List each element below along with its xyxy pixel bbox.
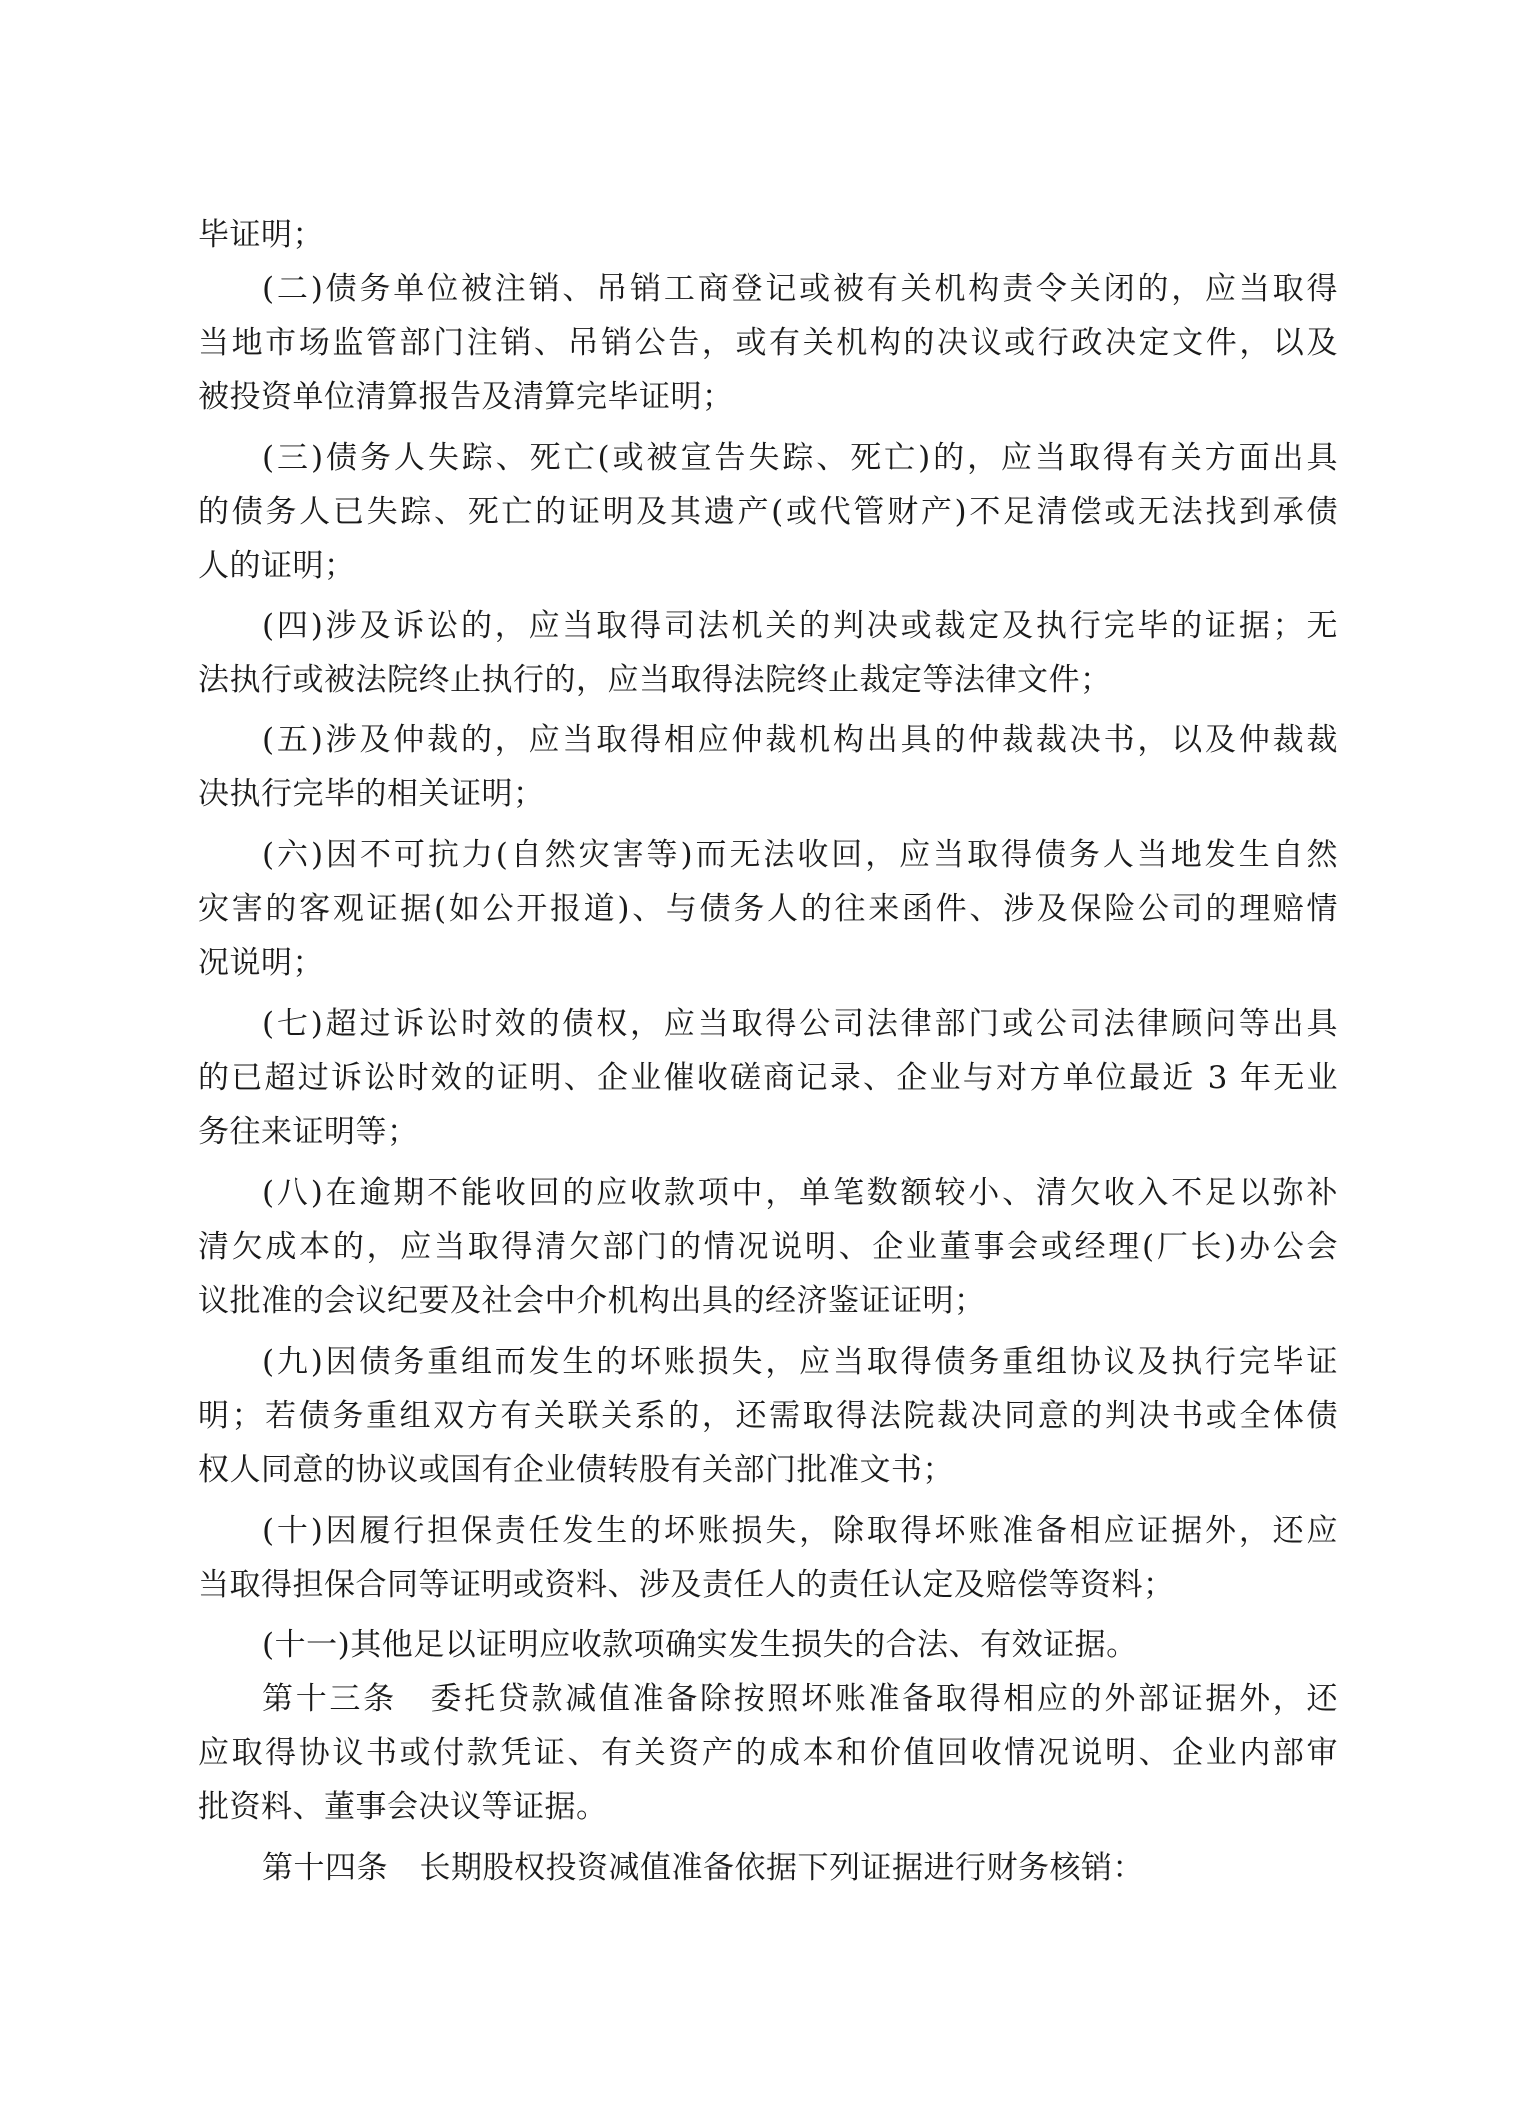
text-line: 明；若债务重组双方有关联关系的，还需取得法院裁决同意的判决书或全体债	[198, 1398, 1338, 1434]
text-line: (三)债务人失踪、死亡(或被宣告失踪、死亡)的，应当取得有关方面出具	[262, 440, 1338, 476]
text-line: (二)债务单位被注销、吊销工商登记或被有关机构责令关闭的，应当取得	[262, 271, 1338, 307]
text-line: 法执行或被法院终止执行的，应当取得法院终止裁定等法律文件；	[198, 662, 1112, 698]
text-line: 第十四条 长期股权投资减值准备依据下列证据进行财务核销：	[262, 1850, 1144, 1886]
text-line: 况说明；	[198, 945, 324, 981]
text-line: 的债务人已失踪、死亡的证明及其遗产(或代管财产)不足清偿或无法找到承债	[198, 494, 1338, 530]
text-line: 人的证明；	[198, 548, 356, 584]
text-line: 毕证明；	[198, 217, 324, 253]
text-line: 清欠成本的，应当取得清欠部门的情况说明、企业董事会或经理(厂长)办公会	[198, 1229, 1338, 1265]
text-line: 议批准的会议纪要及社会中介机构出具的经济鉴证证明；	[198, 1283, 986, 1319]
text-line: (五)涉及仲裁的，应当取得相应仲裁机构出具的仲裁裁决书，以及仲裁裁	[262, 722, 1338, 758]
text-line: (九)因债务重组而发生的坏账损失，应当取得债务重组协议及执行完毕证	[262, 1344, 1338, 1380]
text-line: 权人同意的协议或国有企业债转股有关部门批准文书；	[198, 1452, 954, 1488]
text-line: 决执行完毕的相关证明；	[198, 776, 545, 812]
text-line: 批资料、董事会决议等证据。	[198, 1789, 608, 1825]
text-line: (六)因不可抗力(自然灾害等)而无法收回，应当取得债务人当地发生自然	[262, 837, 1338, 873]
text-line: 当取得担保合同等证明或资料、涉及责任人的责任认定及赔偿等资料；	[198, 1567, 1175, 1603]
text-line: 应取得协议书或付款凭证、有关资产的成本和价值回收情况说明、企业内部审	[198, 1735, 1338, 1771]
text-line: (七)超过诉讼时效的债权，应当取得公司法律部门或公司法律顾问等出具	[262, 1006, 1338, 1042]
text-line: (四)涉及诉讼的，应当取得司法机关的判决或裁定及执行完毕的证据；无	[262, 608, 1338, 644]
text-line: 务往来证明等；	[198, 1114, 419, 1150]
text-line: 的已超过诉讼时效的证明、企业催收磋商记录、企业与对方单位最近 3 年无业	[198, 1060, 1338, 1096]
text-line: 灾害的客观证据(如公开报道)、与债务人的往来函件、涉及保险公司的理赔情	[198, 891, 1338, 927]
text-line: 被投资单位清算报告及清算完毕证明；	[198, 379, 734, 415]
text-line: 第十三条 委托贷款减值准备除按照坏账准备取得相应的外部证据外，还	[262, 1681, 1338, 1717]
text-line: 当地市场监管部门注销、吊销公告，或有关机构的决议或行政决定文件，以及	[198, 325, 1338, 361]
text-line: (八)在逾期不能收回的应收款项中，单笔数额较小、清欠收入不足以弥补	[262, 1175, 1338, 1211]
text-line: (十)因履行担保责任发生的坏账损失，除取得坏账准备相应证据外，还应	[262, 1513, 1338, 1549]
text-line: (十一)其他足以证明应收款项确实发生损失的合法、有效证据。	[262, 1627, 1138, 1663]
